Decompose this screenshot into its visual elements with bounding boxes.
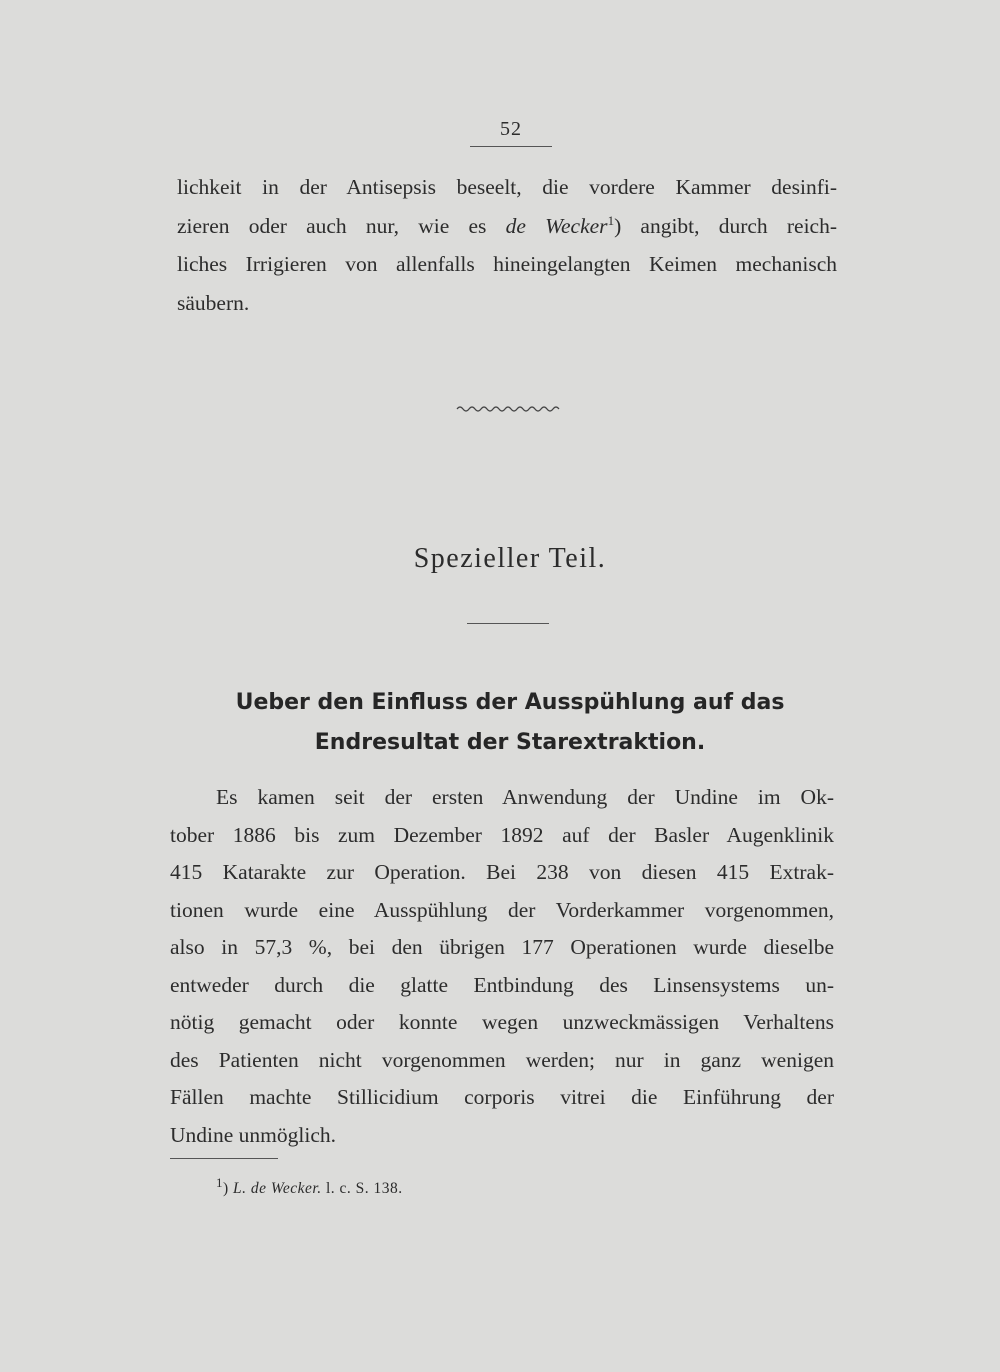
- paragraph-continuation: [177, 168, 837, 322]
- footnote-marker: 1: [607, 212, 615, 228]
- text-run: zieren oder auch nur, wie es: [177, 213, 506, 238]
- paragraph-line: [177, 207, 837, 246]
- author-name: de Wecker: [505, 213, 608, 238]
- paragraph-line: nötig gemacht oder konnte wegen unzweckmässigen Verhaltens: [170, 1010, 834, 1034]
- footnote-author: L. de Wecker.: [233, 1180, 322, 1197]
- paragraph-line: des Patienten nicht vorgenommen werden; nur in ganz wenigen: [170, 1047, 834, 1072]
- header-rule: [470, 146, 552, 147]
- footnote-rule: [170, 1158, 278, 1159]
- paragraph-line: tober 1886 bis zum Dezember 1892 auf der Basler Augenklinik: [170, 822, 834, 847]
- wavy-divider: [455, 402, 565, 416]
- heading-line: Ueber den Einfluss der Ausspühlung auf das: [235, 690, 785, 715]
- paragraph-line: Fällen machte Stillicidium corporis vitrei die Einführung der: [170, 1085, 834, 1109]
- heading-line: Endresultat der Starextraktion.: [314, 730, 706, 755]
- page-number: 52: [500, 118, 522, 140]
- paragraph-line: Undine unmöglich.: [170, 1122, 337, 1147]
- chapter-heading: [200, 683, 820, 763]
- paragraph-line: lichkeit in der Antisepsis beseelt, die vordere Kammer desinfi-: [177, 175, 837, 199]
- paragraph-line: liches Irrigieren von allenfalls hineingelangten Keimen mechanisch: [177, 252, 837, 276]
- text-run: ) angibt, durch reich-: [614, 213, 837, 238]
- paragraph-line: also in 57,3 %, bei den übrigen 177 Operationen wurde dieselbe: [170, 935, 834, 959]
- paragraph-line: tionen wurde eine Ausspühlung der Vorderkammer vorgenommen,: [170, 897, 834, 922]
- paragraph-main: [170, 779, 834, 1154]
- section-title: Spezieller Teil.: [413, 543, 607, 574]
- paragraph-line: Es kamen seit der ersten Anwendung der Undine im Ok-: [216, 785, 834, 809]
- footnote-number: 1: [216, 1174, 223, 1190]
- footnote: $^1$) L. de Wecker. l. c. S. 138.: [216, 1174, 403, 1197]
- section-rule: [467, 623, 549, 624]
- paragraph-line: entweder durch die glatte Entbindung des Linsensystems un-: [170, 972, 834, 997]
- footnote-reference: l. c. S. 138.: [321, 1180, 403, 1197]
- paragraph-line: 415 Katarakte zur Operation. Bei 238 von diesen 415 Extrak-: [170, 860, 834, 884]
- paragraph-line: säubern.: [177, 290, 250, 315]
